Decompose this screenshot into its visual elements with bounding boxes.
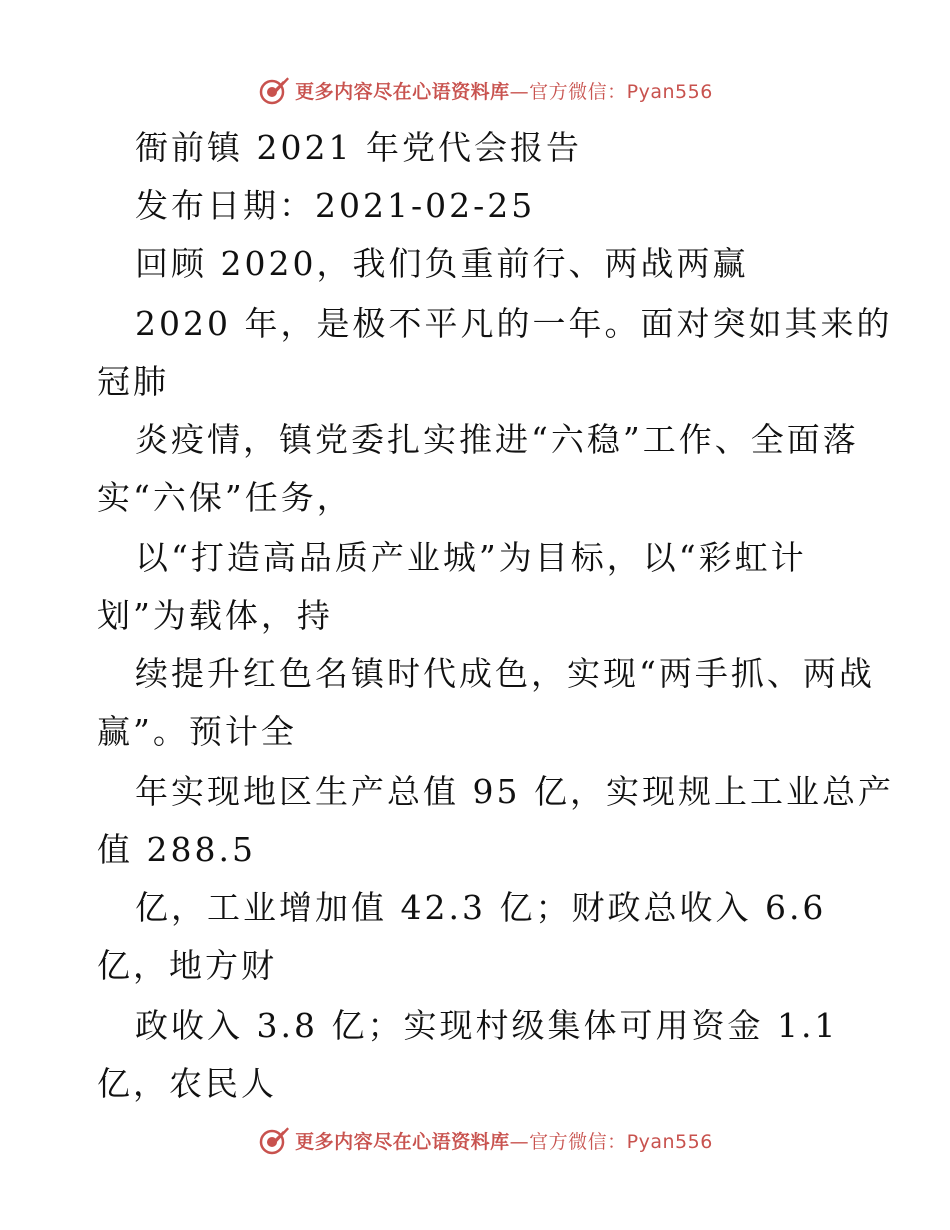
- footer-watermark: [0, 1120, 950, 1160]
- publish-date: 发布日期：2021-02-25: [135, 186, 536, 225]
- document-title: 衙前镇 2021 年党代会报告: [135, 128, 582, 167]
- paragraph-line: 划”为载体，持: [97, 596, 333, 635]
- header-watermark: [0, 70, 950, 110]
- quill-logo-icon: [257, 1123, 291, 1157]
- quill-logo-icon: [257, 73, 291, 107]
- watermark-brand-text: 更多内容尽在心语资料库: [295, 1130, 510, 1153]
- watermark-brand-text: 更多内容尽在心语资料库: [295, 80, 510, 103]
- section-heading: 回顾 2020，我们负重前行、两战两赢: [135, 244, 749, 283]
- paragraph-line: 以“打造高品质产业城”为目标，以“彩虹计: [135, 538, 807, 577]
- watermark-contact-text: 官方微信：Pyan556: [529, 80, 713, 103]
- paragraph-line: 2020 年，是极不平凡的一年。面对突如其来的: [135, 304, 893, 343]
- watermark-contact-text: 官方微信：Pyan556: [529, 1130, 713, 1153]
- paragraph-line: 续提升红色名镇时代成色，实现“两手抓、两战: [135, 654, 875, 693]
- paragraph-line: 亿，农民人: [97, 1064, 277, 1103]
- paragraph-line: 值 288.5: [97, 830, 256, 869]
- paragraph-line: 炎疫情，镇党委扎实推进“六稳”工作、全面落: [135, 420, 859, 459]
- paragraph-line: 亿，地方财: [97, 946, 277, 985]
- paragraph-line: 年实现地区生产总值 95 亿，实现规上工业总产: [135, 772, 894, 811]
- paragraph-line: 实“六保”任务，: [97, 478, 353, 517]
- watermark-dash: —: [509, 80, 530, 103]
- watermark-dash: —: [509, 1130, 530, 1153]
- paragraph-line: 亿，工业增加值 42.3 亿；财政总收入 6.6: [135, 888, 827, 927]
- paragraph-line: 赢”。预计全: [97, 712, 297, 751]
- paragraph-line: 政收入 3.8 亿；实现村级集体可用资金 1.1: [135, 1006, 839, 1045]
- paragraph-line: 冠肺: [97, 362, 169, 401]
